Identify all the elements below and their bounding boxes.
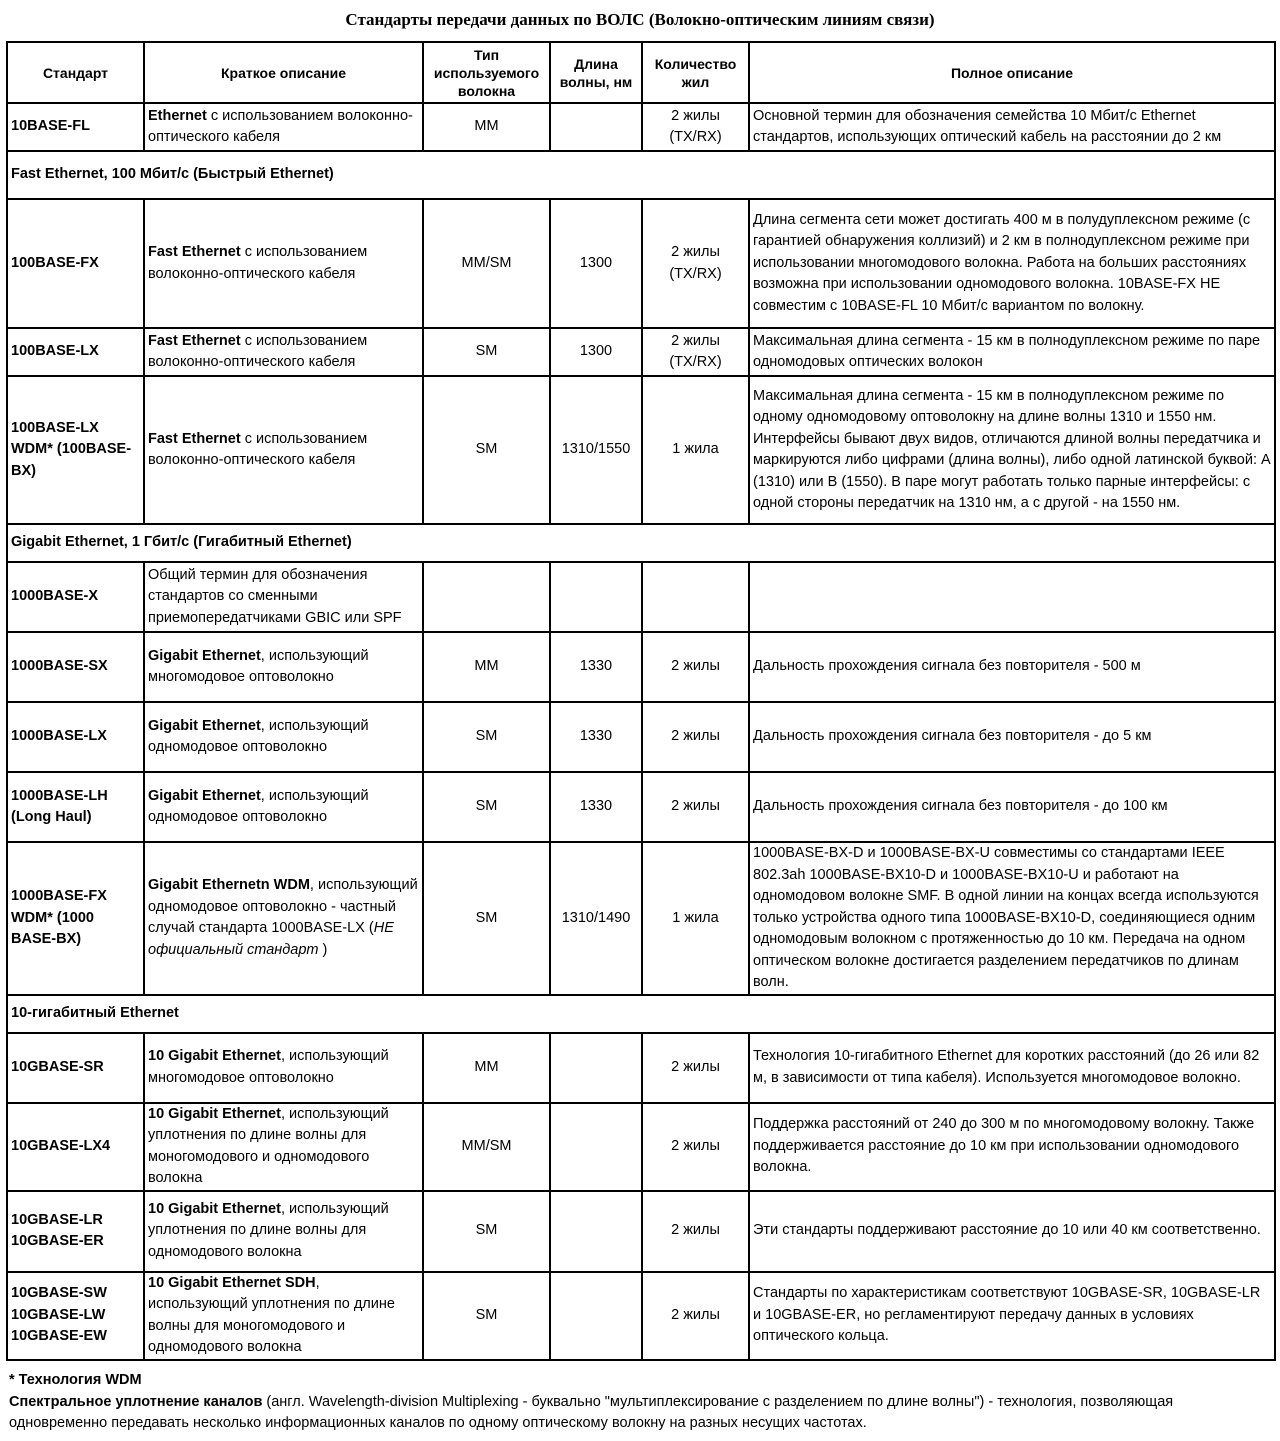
short-description-bold: 10 Gigabit Ethernet [148,1200,281,1217]
short-description-text: , использующий уплотнения по длине волны для моногомодового и одномодового волокна [148,1274,395,1355]
cell-wavelength [550,1272,642,1360]
cell-short-description [144,772,423,842]
cell-cores: 2 жилы [642,1103,749,1191]
table-row [7,328,1275,376]
short-description-bold: Fast Ethernet [148,430,241,447]
cell-standard: 1000BASE-X [7,562,144,632]
cell-cores [642,562,749,632]
short-description-bold: Gigabit Ethernet [148,647,261,664]
cell-cores: 2 жилы [642,632,749,702]
cell-cores: 2 жилы [642,1191,749,1272]
table-row [7,772,1275,842]
table-body [7,103,1275,1360]
footnote [9,1370,1274,1435]
cell-full-description: Эти стандарты поддерживают расстояние до 10 или 40 км соответственно. [749,1191,1275,1272]
cell-standard: 1000BASE-LH (Long Haul) [7,772,144,842]
cell-short-description [144,1191,423,1272]
cell-wavelength: 1300 [550,199,642,328]
footnote-term: Спектральное уплотнение каналов [9,1393,263,1410]
cell-fiber-type: SM [423,1191,550,1272]
short-description-bold: Fast Ethernet [148,332,241,349]
cell-full-description: Длина сегмента сети может достигать 400 м в полудуплексном режиме (с гарантией обнаружения коллизий) и 2 км в полнодуплексном режиме при использовании многомодового волокна. Работа на больших расстояниях возможна при использовании одномодового волокна. 10BASE-FX НЕ совместим с 10BASE-FL 10 Мбит/с вариантом по волокну. [749,199,1275,328]
cell-standard: 10GBASE-SW 10GBASE-LW 10GBASE-EW [7,1272,144,1360]
section-title: 10-гигабитный Ethernet [7,995,1275,1033]
cell-fiber-type: MM/SM [423,1103,550,1191]
cell-short-description [144,702,423,772]
cell-fiber-type: MM [423,1033,550,1103]
cell-standard: 100BASE-FX [7,199,144,328]
cell-short-description [144,328,423,376]
short-description-tail: ) [318,941,328,958]
cell-cores: 2 жилы [642,702,749,772]
header-fiber-type: Тип используемого волокна [423,42,550,103]
cell-fiber-type [423,562,550,632]
cell-wavelength: 1330 [550,632,642,702]
table-row [7,1272,1275,1360]
footnote-body [9,1392,1274,1435]
cell-fiber-type: MM [423,103,550,151]
cell-full-description: Дальность прохождения сигнала без повторителя - до 5 км [749,702,1275,772]
short-description-text: , использующий уплотнения по длине волны для моногомодового и одномодового волокна [148,1105,389,1186]
cell-wavelength [550,1033,642,1103]
table-row [7,702,1275,772]
short-description-bold: Fast Ethernet [148,244,241,260]
cell-full-description [749,562,1275,632]
header-full-description: Полное описание [749,42,1275,103]
cell-standard: 1000BASE-SX [7,632,144,702]
cell-short-description [144,1033,423,1103]
cell-wavelength [550,562,642,632]
section-row [7,995,1275,1033]
cell-standard: 10GBASE-SR [7,1033,144,1103]
table-row [7,199,1275,328]
cell-short-description [144,376,423,524]
cell-cores: 2 жилы (TX/RX) [642,103,749,151]
cell-short-description [144,103,423,151]
cell-fiber-type: SM [423,702,550,772]
cell-wavelength [550,103,642,151]
cell-wavelength: 1330 [550,772,642,842]
cell-full-description: 1000BASE-BX-D и 1000BASE-BX-U совместимы со стандартами IEEE 802.3ah 1000BASE-BX10-D и 1000BASE-BX10-U и работают на одномодовом волокне SMF. В одной линии на концах всегда используются только устройства одного типа 1000BASE-BX10-D, соединяющиеся одним одномодовым волокном с протяженностью до 10 км. Передача на одном оптическом волокне достигается разделением передатчиков по длинам волн. [749,842,1275,995]
short-description-text: Общий термин для обозначения стандартов со сменными приемопередатчиками GBIC или SPF [148,566,402,626]
table-row [7,1103,1275,1191]
cell-fiber-type: SM [423,328,550,376]
cell-standard: 100BASE-LX WDM* (100BASE-BX) [7,376,144,524]
cell-cores: 2 жилы [642,772,749,842]
cell-full-description: Поддержка расстояний от 240 до 300 м по многомодовому волокну. Также поддерживается расстояние до 10 км при использовании одномодового волокна. [749,1103,1275,1191]
short-description-bold: 10 Gigabit Ethernet SDH [148,1274,316,1291]
header-short-description: Краткое описание [144,42,423,103]
short-description-text: с использованием волоконно-оптического кабеля [148,332,368,370]
cell-cores: 2 жилы (TX/RX) [642,328,749,376]
cell-standard: 10GBASE-LX4 [7,1103,144,1191]
table-row [7,842,1275,995]
short-description-bold: 10 Gigabit Ethernet [148,1105,281,1122]
cell-cores: 2 жилы [642,1272,749,1360]
header-row [7,42,1275,103]
cell-fiber-type: SM [423,1272,550,1360]
cell-fiber-type: MM [423,632,550,702]
cell-wavelength: 1310/1490 [550,842,642,995]
short-description-text: , использующий одномодовое оптоволокно [148,787,369,825]
cell-fiber-type: SM [423,376,550,524]
section-title: Fast Ethernet, 100 Мбит/с (Быстрый Ethernet) [7,151,1275,199]
short-description-bold: Gigabit Ethernet [148,787,261,804]
cell-wavelength: 1310/1550 [550,376,642,524]
footnote-text: (англ. Wavelength-division Multiplexing - буквально "мультиплексирование с разделением по длине волны") - технология, позволяющая одновременно передавать несколько информационных каналов по одному оптическому волокну на разных несущих частотах. [9,1393,1174,1431]
header-wavelength: Длина волны, нм [550,42,642,103]
table-row [7,562,1275,632]
cell-wavelength [550,1191,642,1272]
cell-full-description: Дальность прохождения сигнала без повторителя - до 100 км [749,772,1275,842]
table-row [7,103,1275,151]
short-description-italic: НЕ официальный стандарт [148,920,394,958]
short-description-text: , использующий многомодовое оптоволокно [148,647,369,685]
cell-wavelength: 1300 [550,328,642,376]
standards-table [6,41,1276,1361]
short-description-text: , использующий уплотнения по длине волны для одномодового волокна [148,1200,389,1260]
cell-standard: 100BASE-LX [7,328,144,376]
cell-wavelength: 1330 [550,702,642,772]
cell-full-description: Максимальная длина сегмента - 15 км в полнодуплексном режиме по паре одномодовых оптических волокон [749,328,1275,376]
cell-short-description [144,632,423,702]
short-description-text: , использующий одномодовое оптоволокно [148,717,369,755]
table-row [7,376,1275,524]
cell-cores: 1 жила [642,842,749,995]
short-description-text: , использующий одномодовое оптоволокно - частный случай стандарта 1000BASE-LX ( [148,877,418,937]
short-description-bold: 10 Gigabit Ethernet [148,1048,281,1064]
section-row [7,524,1275,562]
cell-full-description: Основной термин для обозначения семейства 10 Мбит/с Ethernet стандартов, использующих оптический кабель на расстоянии до 2 км [749,103,1275,151]
cell-standard: 1000BASE-FX WDM* (1000 BASE-BX) [7,842,144,995]
cell-short-description [144,562,423,632]
header-cores: Количество жил [642,42,749,103]
cell-standard: 10BASE-FL [7,103,144,151]
cell-full-description: Стандарты по характеристикам соответствуют 10GBASE-SR, 10GBASE-LR и 10GBASE-ER, но регламентируют передачу данных в условиях оптического кольца. [749,1272,1275,1360]
short-description-text: с использованием волоконно-оптического кабеля [148,107,413,145]
cell-wavelength [550,1103,642,1191]
cell-short-description [144,199,423,328]
cell-fiber-type: SM [423,842,550,995]
cell-short-description [144,1272,423,1360]
cell-standard: 10GBASE-LR 10GBASE-ER [7,1191,144,1272]
footnote-title: * Технология WDM [9,1372,142,1388]
cell-standard: 1000BASE-LX [7,702,144,772]
page-title: Стандарты передачи данных по ВОЛС (Волокно-оптическим линиям связи) [345,10,935,29]
header-standard: Стандарт [7,42,144,103]
section-title: Gigabit Ethernet, 1 Гбит/с (Гигабитный Ethernet) [7,524,1275,562]
cell-short-description [144,842,423,995]
short-description-text: , использующий многомодовое оптоволокно [148,1048,389,1086]
short-description-text: с использованием волоконно-оптического кабеля [148,430,368,468]
cell-fiber-type: MM/SM [423,199,550,328]
cell-short-description [144,1103,423,1191]
cell-full-description: Технология 10-гигабитного Ethernet для коротких расстояний (до 26 или 82 м, в зависимости от типа кабеля). Используется многомодовое волокно. [749,1033,1275,1103]
table-row [7,1033,1275,1103]
section-row [7,151,1275,199]
short-description-bold: Gigabit Ethernetn WDM [148,877,310,894]
cell-full-description: Максимальная длина сегмента - 15 км в полнодуплексном режиме по одному одномодовому оптоволокну на длине волны 1310 и 1550 нм. Интерфейсы бывают двух видов, отличаются длиной волны передатчика и маркируются либо цифрами (длина волны), либо одной латинской буквой: A (1310) или B (1550). В паре могут работать только парные интерфейсы: с одной стороны передатчик на 1310 нм, а с другой - на 1550 нм. [749,376,1275,524]
cell-fiber-type: SM [423,772,550,842]
cell-cores: 2 жилы [642,1033,749,1103]
short-description-bold: Gigabit Ethernet [148,717,261,734]
cell-cores: 1 жила [642,376,749,524]
short-description-bold: Ethernet [148,107,207,124]
cell-full-description: Дальность прохождения сигнала без повторителя - 500 м [749,632,1275,702]
cell-cores: 2 жилы (TX/RX) [642,199,749,328]
table-row [7,632,1275,702]
short-description-text: с использованием волоконно-оптического кабеля [148,244,368,282]
table-row [7,1191,1275,1272]
